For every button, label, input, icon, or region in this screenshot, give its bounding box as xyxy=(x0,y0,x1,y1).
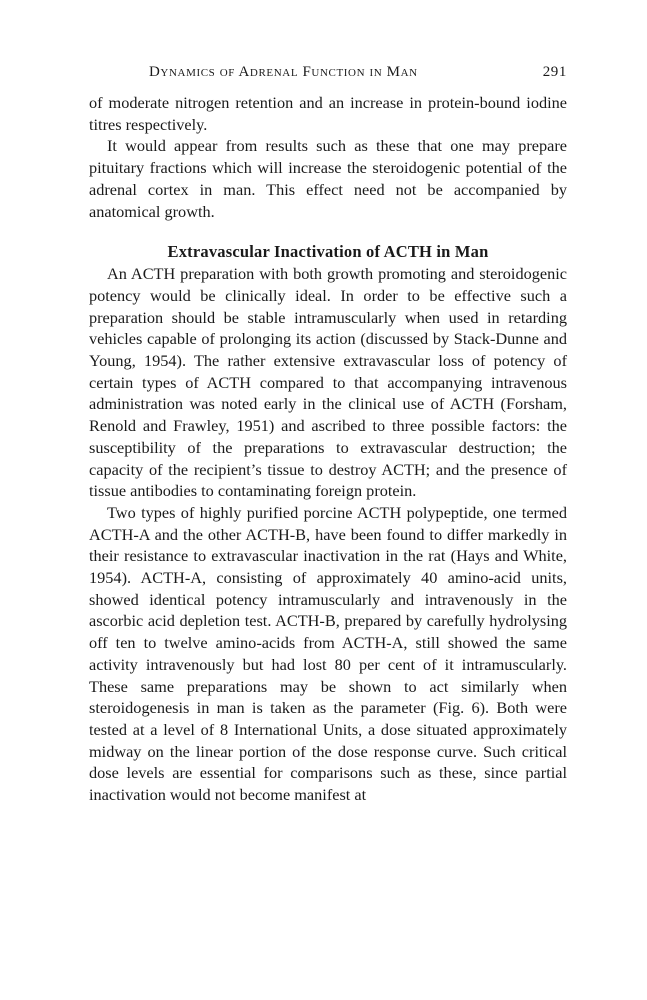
paragraph-acth-preparation: An ACTH preparation with both growth promoting and steroidogenic potency would be clinically ideal. In order to be effective such a preparation should be stable intramuscularly when used in retarding vehicles capable of prolonging its action (discussed by Stack-Dunne and Young, 1954). The rather extensive extravascular loss of potency of certain types of ACTH compared to that accompanying intravenous administration was noted early in the clinical use of ACTH (Forsham, Renold and Frawley, 1951) and ascribed to three possible factors: the susceptibility of the preparations to extravascular destruction; the capacity of the recipient’s tissue to destroy ACTH; and the presence of tissue antibodies to contaminating foreign protein. xyxy=(89,264,567,501)
paragraph-continuation: of moderate nitrogen retention and an increase in protein-bound iodine titres respectively. xyxy=(89,93,567,134)
paragraph-acth-types: Two types of highly purified porcine ACTH polypeptide, one termed ACTH-A and the other ACTH-B, have been found to differ markedly in their resistance to extravascular inactivation in the rat (Hays and White, 1954). ACTH-A, consisting of approximately 40 amino-acid units, showed identical potency intramuscularly and intravenously in the ascorbic acid depletion test. ACTH-B, prepared by carefully hydrolysing off ten to twelve amino-acids from ACTH-A, still showed the same activity intravenously but had lost 80 per cent of it intramuscularly. These same preparations may be shown to act similarly when steroidogenesis in man is taken as the parameter (Fig. 6). Both were tested at a level of 8 International Units, a dose situated approximately midway on the linear portion of the dose response curve. Such critical dose levels are essential for comparisons such as these, since partial inactivation would not become manifest at xyxy=(89,502,567,805)
running-head xyxy=(89,64,567,92)
paragraph-steroidogenic-potential: It would appear from results such as these that one may prepare pituitary fractions which will increase the steroidogenic potential of the adrenal cortex in man. This effect need not be accompanied by anatomical growth. xyxy=(89,136,567,221)
body-text xyxy=(89,92,567,806)
section-heading: Extravascular Inactivation of ACTH in Man xyxy=(167,242,489,262)
page xyxy=(89,64,567,806)
page-number: 291 xyxy=(542,64,567,80)
running-head-title: Dynamics of Adrenal Function in Man xyxy=(149,64,418,80)
